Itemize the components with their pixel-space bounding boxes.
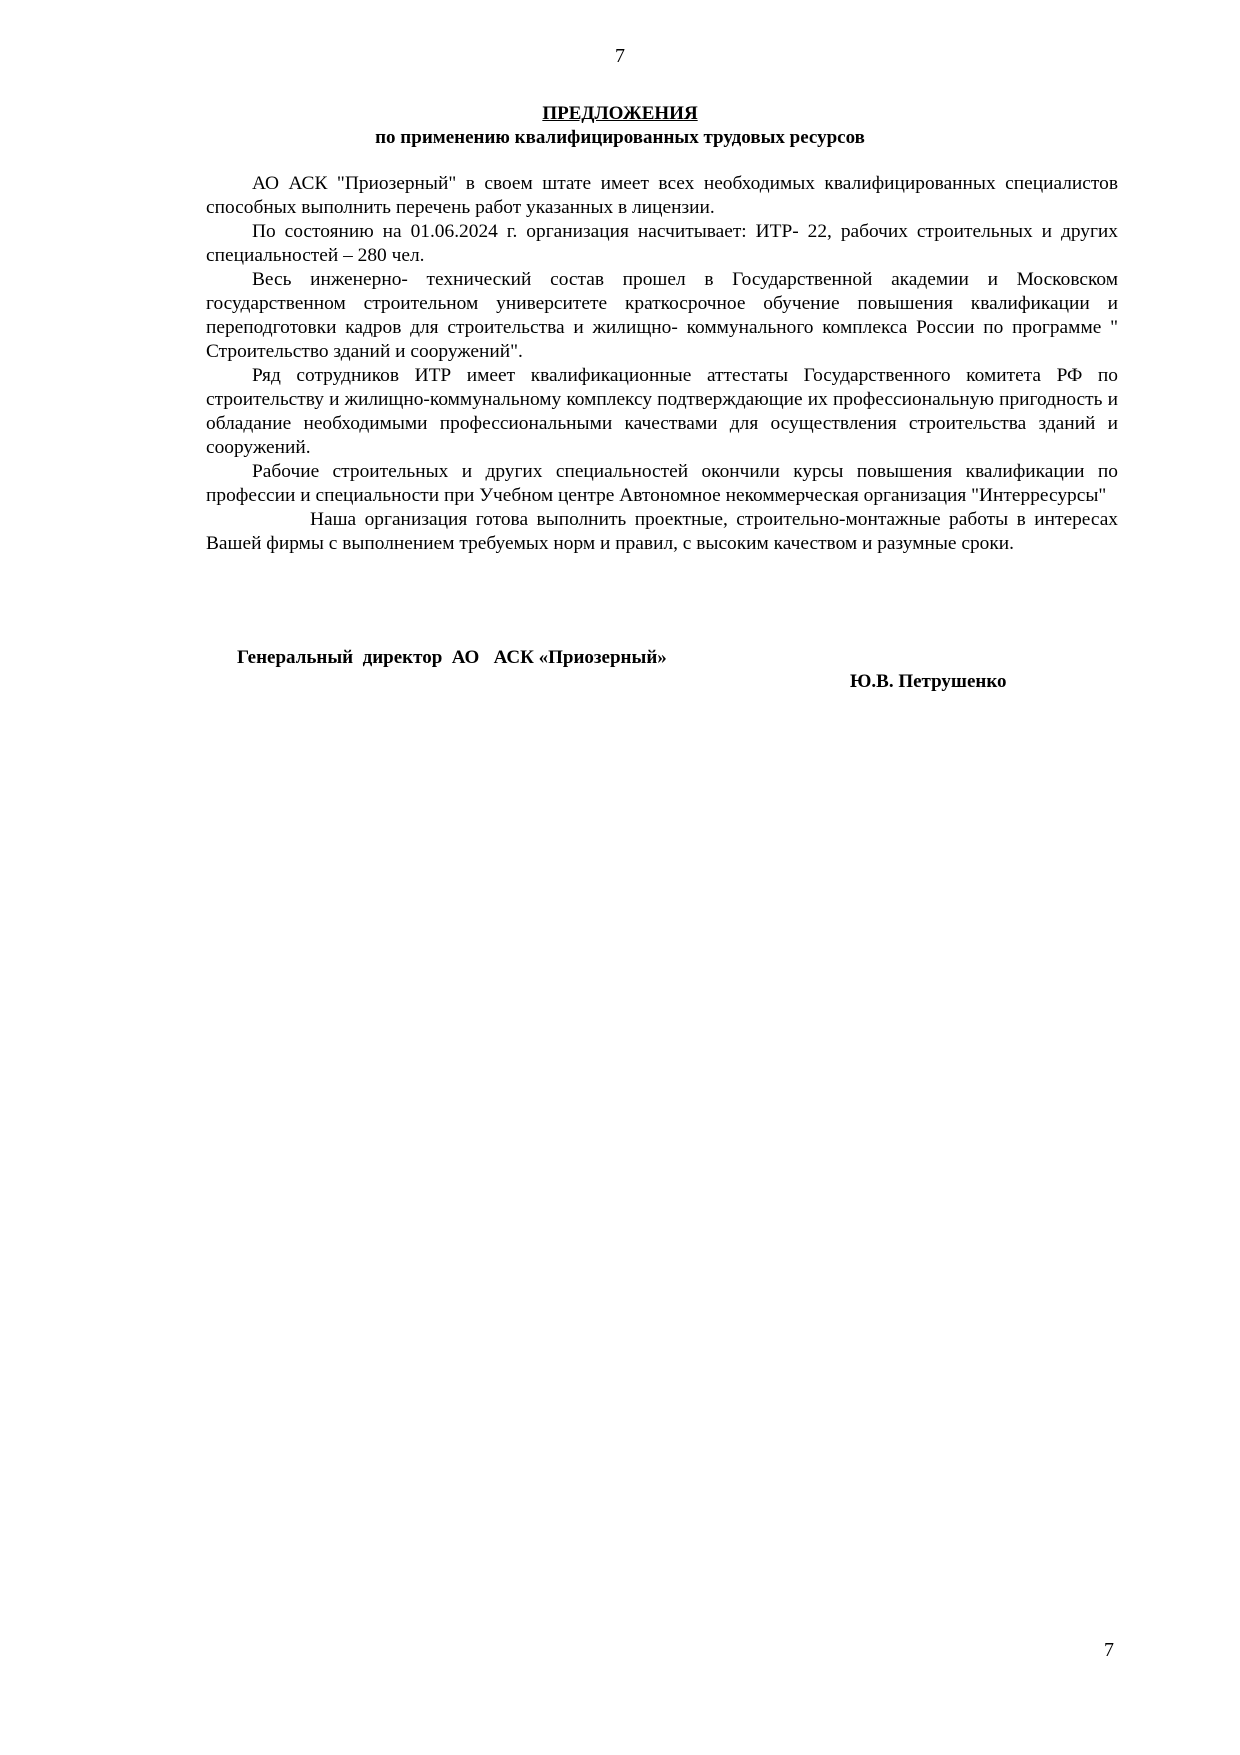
paragraph-workers-courses: Рабочие строительных и других специальностей окончили курсы повышения квалификации по профессии и специальности при Учебном центре Автономное некоммерческая организация "Интерресурсы" — [206, 461, 1118, 506]
paragraph-training: Весь инженерно- технический состав прошел в Государственной академии и Московском государственном строительном университете краткосрочное обучение повышения квалификации и переподготовки кадров для строительства и жилищно- коммунального комплекса России по программе " Строительство зданий и сооружений". — [206, 269, 1118, 362]
title-subtitle: по применению квалифицированных трудовых ресурсов — [375, 127, 865, 148]
title-main: ПРЕДЛОЖЕНИЯ — [542, 103, 698, 124]
signature-title: Генеральный директор АО АСК «Приозерный» — [237, 647, 667, 668]
signature-name: Ю.В. Петрушенко — [850, 671, 1007, 692]
paragraph-headcount: По состоянию на 01.06.2024 г. организация насчитывает: ИТР- 22, рабочих строительных и других специальностей – 280 чел. — [206, 221, 1118, 266]
paragraph-offer: Наша организация готова выполнить проектные, строительно-монтажные работы в интересах Вашей фирмы с выполнением требуемых норм и правил, с высоким качеством и разумные сроки. — [206, 509, 1118, 554]
paragraph-staff: АО АСК "Приозерный" в своем штате имеет всех необходимых квалифицированных специалистов способных выполнить перечень работ указанных в лицензии. — [206, 173, 1118, 218]
document-title — [0, 102, 1240, 150]
document-body — [206, 172, 1118, 556]
page-number-top: 7 — [615, 45, 625, 67]
page-number-bottom: 7 — [1104, 1639, 1114, 1661]
paragraph-certificates: Ряд сотрудников ИТР имеет квалификационные аттестаты Государственного комитета РФ по строительству и жилищно-коммунальному комплексу подтверждающие их профессиональную пригодность и обладание необходимыми профессиональными качествами для осуществления строительства зданий и сооружений. — [206, 365, 1118, 458]
